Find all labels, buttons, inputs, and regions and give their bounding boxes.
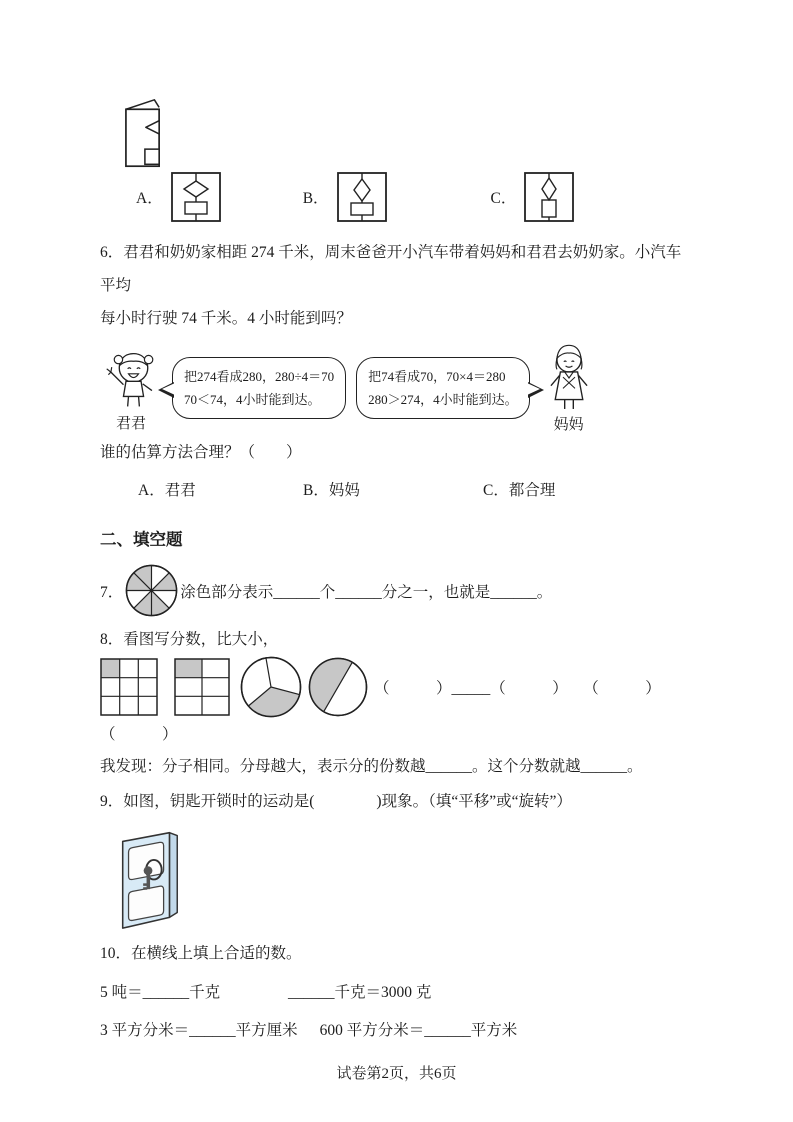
q6-line1: 6．君君和奶奶家相距 274 千米，周末爸爸开小汽车带着妈妈和君君去奶奶家。小汽车平均 bbox=[100, 244, 682, 294]
junjun-bubble-line1: 把274看成280，280÷4＝70 bbox=[184, 368, 335, 384]
door-with-key-figure bbox=[108, 821, 190, 933]
junjun-bubble-line2: 70＜74，4小时能到达。 bbox=[184, 391, 321, 407]
q6-options-row bbox=[100, 478, 695, 500]
q10-row1 bbox=[100, 980, 695, 1002]
q9-text: 9．如图，钥匙开锁时的运动是( )现象。（填“平移”或“旋转”） bbox=[100, 792, 572, 810]
q5-option-c-label: C． bbox=[490, 190, 517, 207]
q7-pie-eighths-figure bbox=[125, 564, 178, 617]
q8-below-blank: （ ） bbox=[100, 725, 178, 743]
q6-option-c: C．都合理 bbox=[483, 482, 556, 500]
q7-row bbox=[100, 564, 695, 617]
q5-option-c bbox=[491, 172, 575, 222]
q10-row2 bbox=[100, 1018, 695, 1040]
mama-bubble-line1: 把74看成70，70×4＝280 bbox=[368, 368, 506, 384]
q8-grid-ninths-figure bbox=[100, 658, 158, 716]
q10-row2-left: 3 平方分米＝______平方厘米 bbox=[100, 1021, 298, 1039]
mom-illustration bbox=[540, 341, 598, 415]
q5-option-a-label: A． bbox=[136, 190, 163, 207]
q5-option-a-figure bbox=[171, 172, 221, 222]
q6-question: 谁的估算方法合理？（ ） bbox=[100, 444, 302, 461]
q7-number: 7． bbox=[100, 583, 124, 601]
q8-circle-halves-figure bbox=[308, 657, 368, 717]
q10-title: 10．在横线上填上合适的数。 bbox=[100, 945, 302, 963]
q8-circle-thirds-figure bbox=[240, 656, 302, 718]
mama-bubble-line2: 280＞274，4小时能到达。 bbox=[368, 391, 518, 407]
q6-illustration bbox=[100, 341, 695, 434]
mama-name: 妈妈 bbox=[553, 417, 584, 433]
q5-option-b-label: B． bbox=[302, 190, 329, 207]
q5-option-c-figure bbox=[524, 172, 574, 222]
q8-title: 8．看图写分数，比大小， bbox=[100, 631, 279, 649]
q6-option-a: A．君君 bbox=[138, 482, 196, 500]
q8-grid-sixths-figure bbox=[174, 658, 230, 716]
q10-row1-right: ______千克＝3000 克 bbox=[288, 983, 432, 1001]
q5-options-row bbox=[100, 172, 695, 222]
q5-option-a bbox=[136, 172, 221, 222]
q6-line2: 每小时行驶 74 千米。4 小时能到吗？ bbox=[100, 310, 352, 327]
junjun-character bbox=[100, 342, 162, 433]
q8-inline-blanks: （ ）_____（ ） （ ） bbox=[374, 679, 661, 697]
q10-row1-left: 5 吨＝______千克 bbox=[100, 983, 221, 1001]
q7-text: 涂色部分表示______个______分之一，也就是______。 bbox=[180, 583, 553, 601]
q6-text bbox=[100, 236, 695, 335]
junjun-name: 君君 bbox=[115, 416, 146, 432]
q5-option-b-figure bbox=[337, 172, 387, 222]
q5-option-b bbox=[303, 172, 387, 222]
q8-finding: 我发现：分子相同。分母越大，表示分的份数越______。这个分数就越______。 bbox=[100, 758, 643, 776]
page-footer: 试卷第2页，共6页 bbox=[336, 1066, 457, 1082]
junjun-speech-bubble bbox=[172, 357, 346, 419]
mama-speech-bubble bbox=[356, 357, 530, 419]
mama-character bbox=[540, 341, 598, 434]
q6-option-b: B．妈妈 bbox=[303, 482, 360, 500]
q8-figures-row bbox=[100, 656, 695, 718]
section-two-title: 二、填空题 bbox=[100, 531, 183, 550]
girl-illustration bbox=[100, 342, 162, 414]
folded-paper-figure bbox=[114, 96, 172, 170]
q10-row2-right: 600 平方分米＝______平方米 bbox=[319, 1021, 518, 1039]
